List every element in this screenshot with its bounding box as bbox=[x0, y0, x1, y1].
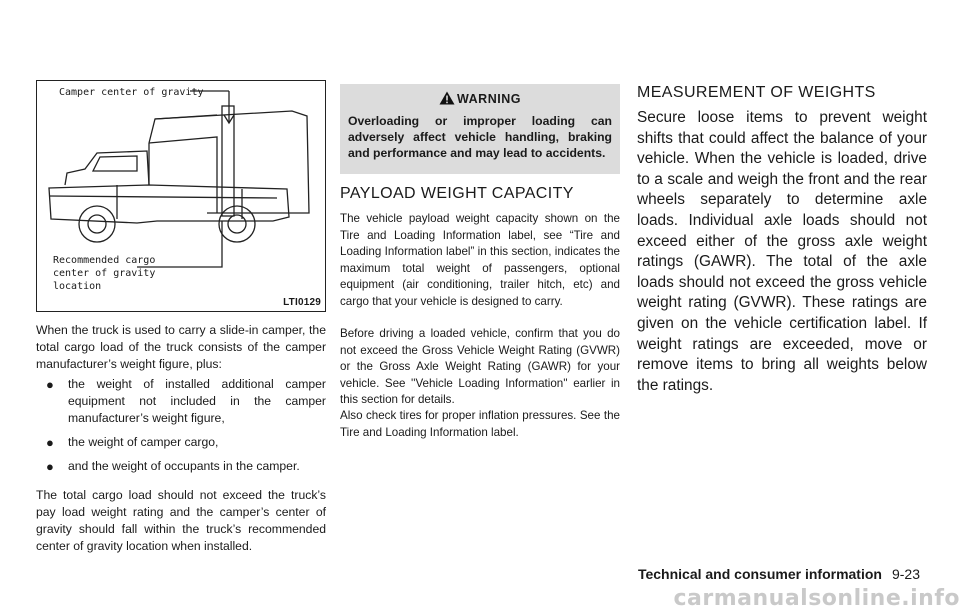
watermark: carmanualsonline.info bbox=[673, 586, 960, 611]
bullet-icon: ● bbox=[46, 435, 54, 450]
figure-code: LTI0129 bbox=[283, 297, 321, 308]
list-item-text: and the weight of occupants in the camper. bbox=[68, 459, 300, 473]
figure-label-recommended-cg bbox=[53, 254, 155, 293]
figure-label-line: location bbox=[53, 281, 102, 292]
figure-label-camper-cg: Camper center of gravity bbox=[59, 87, 204, 98]
page-number: 9-23 bbox=[891, 566, 920, 582]
warning-box bbox=[340, 84, 620, 174]
page-footer bbox=[638, 566, 920, 582]
list-item-text: the weight of camper cargo, bbox=[68, 435, 219, 449]
bullet-icon: ● bbox=[46, 377, 54, 392]
payload-paragraph-2: Before driving a loaded vehicle, confirm that you do not exceed the Gross Vehicle Weight Rating (GVWR) or the Gross Axle Weight Rating (GAWR) for your vehicle. See ''Vehicle Loading Information'' earlier in this section for details. bbox=[340, 327, 620, 406]
payload-paragraph-1: The vehicle payload weight capacity shown on the Tire and Loading Information label, see “Tire and Loading Information label” in this section, indicates the maximum total weight of passengers, optional equipment (air conditioning, trailer hitch, etc) and cargo that your vehicle is designed to carry. bbox=[340, 212, 620, 308]
list-item bbox=[36, 376, 326, 427]
figure-label-line: Recommended cargo bbox=[53, 255, 156, 266]
intro-paragraph: When the truck is used to carry a slide-in camper, the total cargo load of the truck consists of the camper manufacturer’s weight figure, plus: bbox=[36, 323, 326, 371]
camper-gravity-figure bbox=[36, 80, 326, 312]
bullet-icon: ● bbox=[46, 459, 54, 474]
measurement-heading: MEASUREMENT OF WEIGHTS bbox=[637, 84, 876, 101]
warning-text: Overloading or improper loading can adversely affect vehicle handling, braking and performance and may lead to accidents. bbox=[348, 114, 612, 160]
list-item bbox=[36, 434, 326, 451]
warning-heading bbox=[348, 90, 612, 108]
payload-heading: PAYLOAD WEIGHT CAPACITY bbox=[340, 185, 574, 202]
warning-triangle-icon bbox=[439, 91, 455, 105]
list-item bbox=[36, 458, 326, 475]
list-item-text: the weight of installed additional camper equipment not included in the camper manufacturer’s weight figure, bbox=[68, 377, 326, 425]
truck-bed bbox=[49, 185, 289, 223]
front-wheel bbox=[79, 206, 115, 242]
measurement-paragraph: Secure loose items to prevent weight shifts that could affect the balance of your vehicle. When the vehicle is loaded, drive to a scale and weigh the front and the rear wheels separately to determine axle loads. Individual axle loads should not exceed either of the gross axle weight ratings (GAWR). The total of the axle loads should not exceed the gross vehicle weight rating (GVWR). These ratings are given on the vehicle certification label. If weight ratings are exceeded, move or remove items to bring all weights below the ratings. bbox=[637, 109, 927, 394]
closing-paragraph: The total cargo load should not exceed the truck’s pay load weight rating and the camper’s center of gravity should fall within the truck’s recommended center of gravity location when installed. bbox=[36, 488, 326, 553]
figure-label-line: center of gravity bbox=[53, 268, 156, 279]
rear-wheel bbox=[219, 206, 255, 242]
footer-section-title: Technical and consumer information bbox=[637, 566, 882, 582]
cargo-bullet-list bbox=[36, 376, 326, 482]
warning-heading-text: WARNING bbox=[457, 92, 521, 106]
payload-paragraph-3: Also check tires for proper inflation pressures. See the Tire and Loading Information label. bbox=[340, 409, 620, 439]
